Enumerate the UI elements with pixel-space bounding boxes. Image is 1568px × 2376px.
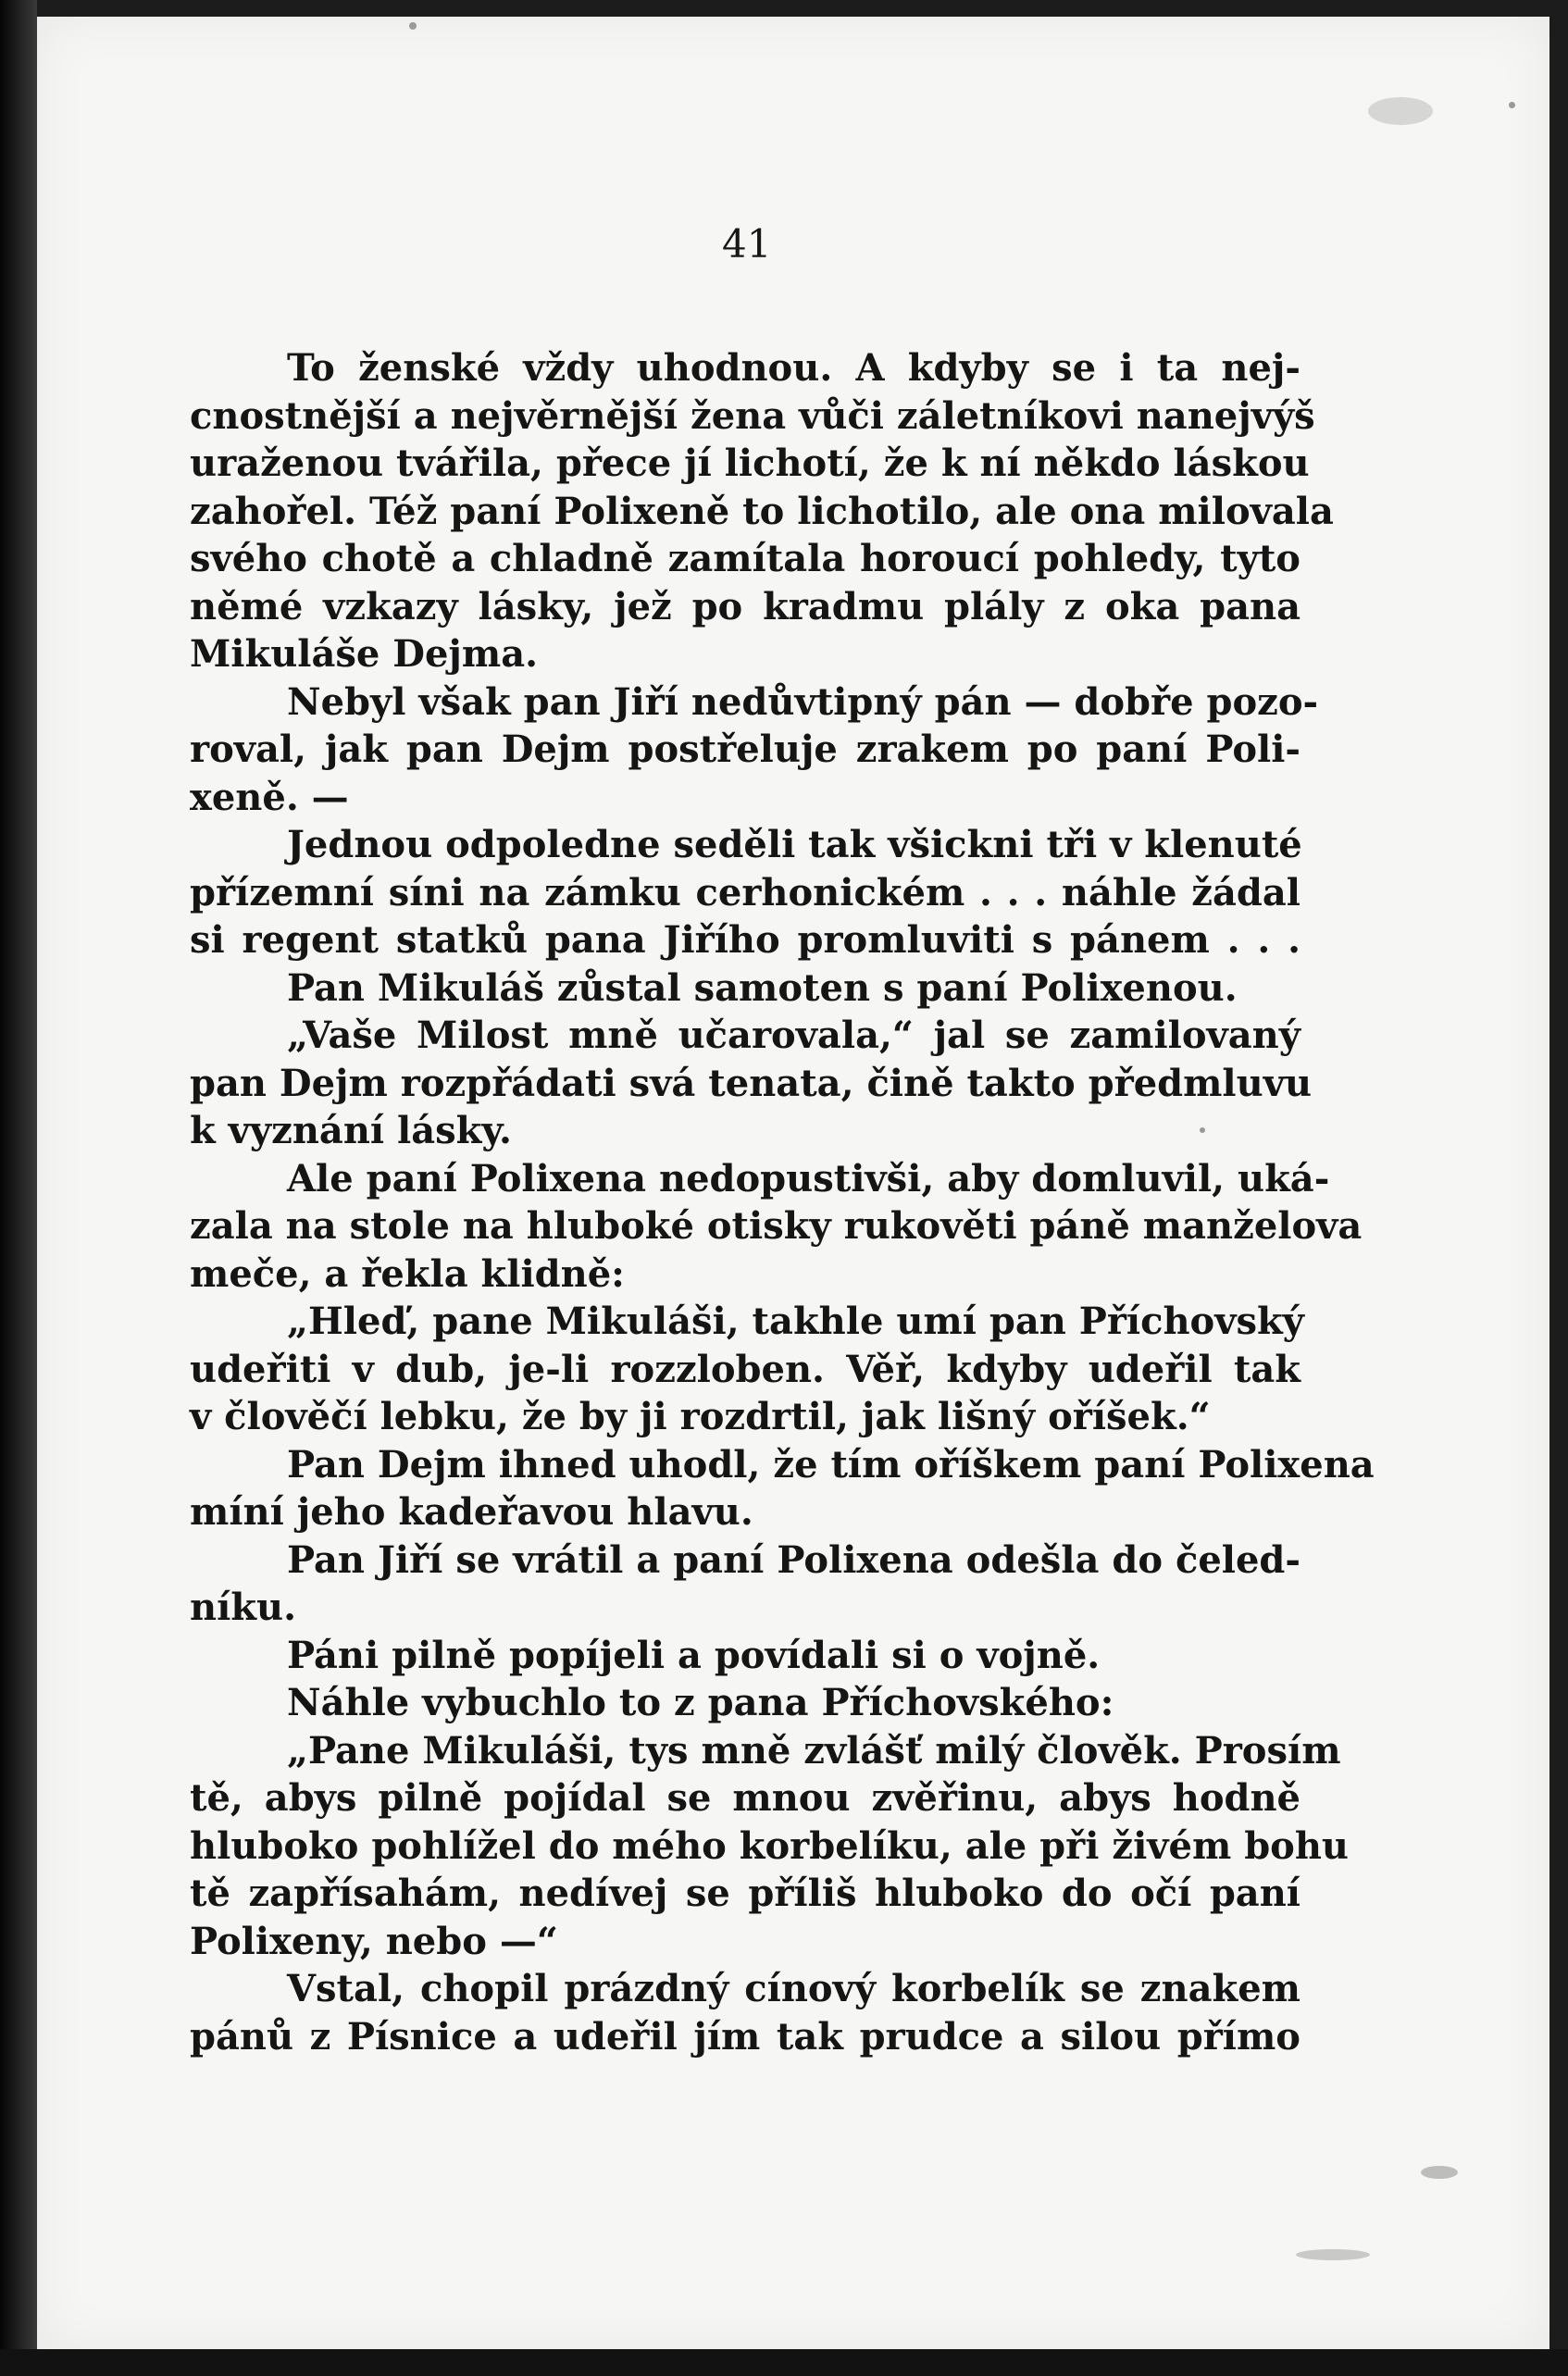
text-line: zahořel. Též paní Polixeně to lichotilo, ale ona milovala <box>190 489 1334 533</box>
text-line: v člověčí lebku, že by ji rozdrtil, jak lišný oříšek.“ <box>190 1395 1211 1438</box>
text-line: k vyznání lásky. <box>190 1109 512 1152</box>
text-line: „Vaše Milost mně učarovala,“ jal se zamilovaný <box>287 1014 1300 1057</box>
body-text <box>190 344 1375 2060</box>
text-line: tě, abys pilně pojídal se mnou zvěřinu, abys hodně <box>190 1776 1300 1820</box>
text-line: zala na stole na hluboké otisky rukověti páně manželova <box>190 1204 1363 1248</box>
text-line: Pan Dejm ihned uhodl, že tím oříškem paní Polixena <box>287 1442 1375 1487</box>
text-line: Páni pilně popíjeli a povídali si o vojně. <box>287 1633 1101 1677</box>
paper-speck <box>409 22 417 30</box>
paper-speck <box>1296 2249 1370 2260</box>
text-line: Jednou odpoledne seděli tak všickni tři v klenuté <box>287 823 1302 866</box>
text-line: Vstal, chopil prázdný cínový korbelík se znakem <box>287 1967 1300 2010</box>
text-line: si regent statků pana Jiřího promluviti s pánem . . . <box>190 918 1300 962</box>
bottom-page-edge <box>0 2349 1568 2376</box>
text-line: Pan Mikuláš zůstal samoten s paní Polixenou. <box>287 965 1238 1010</box>
text-line: cnostnější a nejvěrnější žena vůči záletníkovi nanejvýš <box>190 393 1315 438</box>
text-line: míní jeho kadeřavou hlavu. <box>190 1490 753 1534</box>
text-line: Polixeny, nebo —“ <box>190 1919 558 1963</box>
paper-speck <box>1509 102 1515 108</box>
paper-speck <box>1421 2166 1458 2179</box>
text-line: svého chotě a chladně zamítala horoucí pohledy, tyto <box>190 537 1300 580</box>
text-line: hluboko pohlížel do mého korbelíku, ale při živém bohu <box>190 1823 1350 1868</box>
text-line: němé vzkazy lásky, jež po kradmu plály z oka pana <box>190 584 1300 628</box>
text-line: Nebyl však pan Jiří nedůvtipný pán — dobře pozo- <box>287 679 1319 724</box>
text-line: Náhle vybuchlo to z pana Příchovského: <box>287 1681 1114 1724</box>
book-spine-shadow <box>0 0 37 2376</box>
text-line: „Pane Mikuláši, tys mně zvlášť milý člověk. Prosím <box>287 1728 1341 1773</box>
text-line: Pan Jiří se vrátil a paní Polixena odešla do čeled- <box>287 1537 1300 1582</box>
text-line: roval, jak pan Dejm postřeluje zrakem po paní Poli- <box>190 728 1300 771</box>
page-number: 41 <box>722 221 772 267</box>
text-line: tě zapřísahám, nedívej se příliš hluboko do očí paní <box>190 1872 1300 1915</box>
text-line: Mikuláše Dejma. <box>190 632 539 676</box>
text-line: xeně. — <box>190 775 349 819</box>
text-line: uraženou tvářila, přece jí lichotí, že k ní někdo láskou <box>190 442 1310 485</box>
text-line: Ale paní Polixena nedopustivši, aby domluvil, uká- <box>287 1156 1330 1200</box>
text-line: pánů z Písnice a udeřil jím tak prudce a silou přímo <box>190 2014 1300 2059</box>
text-line: přízemní síni na zámku cerhonickém . . . náhle žádal <box>190 870 1300 914</box>
text-line: To ženské vždy uhodnou. A kdyby se i ta nej- <box>287 346 1300 390</box>
text-line: udeřiti v dub, je-li rozzloben. Věř, kdyby udeřil tak <box>190 1347 1300 1391</box>
text-line: níku. <box>190 1586 296 1629</box>
text-line: meče, a řekla klidně: <box>190 1251 625 1296</box>
paper-speck <box>1368 97 1433 125</box>
text-line: „Hleď, pane Mikuláši, takhle umí pan Příchovský <box>287 1300 1304 1343</box>
text-line: pan Dejm rozpřádati svá tenata, čině takto předmluvu <box>190 1061 1313 1105</box>
